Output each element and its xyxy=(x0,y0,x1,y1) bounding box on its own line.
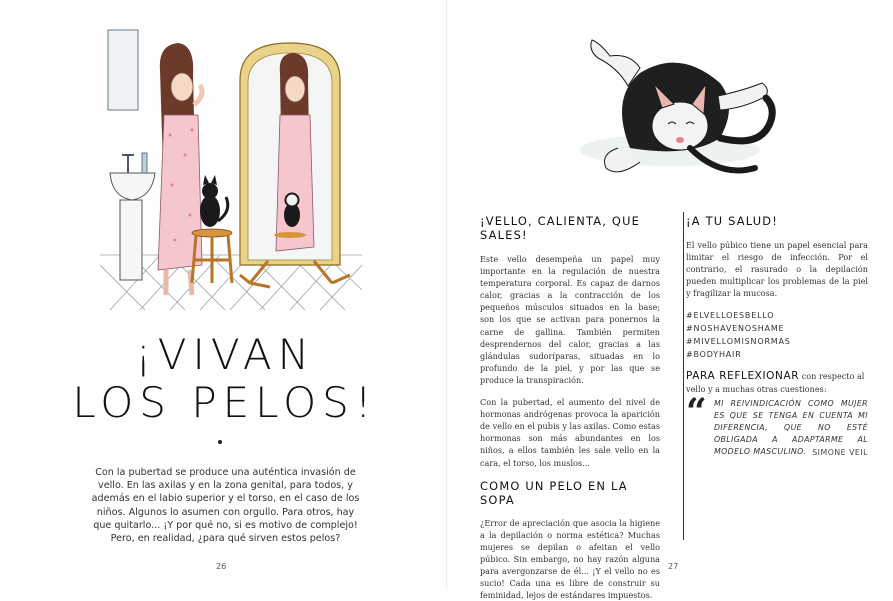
hashtag-list xyxy=(686,309,868,361)
hashtag: #BODYHAIR xyxy=(686,350,742,360)
title-divider-dot xyxy=(218,440,222,444)
column-divider xyxy=(683,212,684,540)
quote-mark-icon: “ xyxy=(686,391,707,433)
hashtag: #MIVELLOMISNORMAS xyxy=(686,337,791,347)
cat-grooming-illustration xyxy=(570,28,790,198)
quote-text: MI REIVINDICACIÓN COMO MUJER ES QUE SE TENGA EN CUENTA MI DIFERENCIA, QUE NO ESTÉ OBLIGADA A ADAPTARME AL MODELO MASCULINO. xyxy=(714,399,868,456)
reflection-label: PARA REFLEXIONAR xyxy=(686,370,800,383)
hashtag: #ELVELLOESBELLO xyxy=(686,311,775,321)
section-heading-salud: ¡A TU SALUD! xyxy=(686,214,778,228)
quote-author: SIMONE VEIL xyxy=(812,448,868,457)
section-vello-paragraph-1: Este vello desempeña un papel muy importante en la regulación de nuestra temperatura corporal. Es capaz de darnos calor, gracias a la contracción de los pequeños músculos situados en la base; son los que se activan para ponernos la carne de gallina. También permiten desprendernos del calor, gracias a las glándulas sudoríparas, situadas en lo profundo de la piel, y por las que se produce la transpiración. xyxy=(480,254,660,385)
book-gutter xyxy=(446,0,447,589)
intro-paragraph: Con la pubertad se produce una auténtica invasión de vello. En las axilas y en la zona genital, para todos, y además en el labio superior y el torso, en el caso de los niños. Algunos lo asumen con orgullo. Para otros, hay que quitarlo... ¡Y por qué no, si es motivo de complejo! Pero, en realidad, ¿para qué sirven estos pelos? xyxy=(91,467,360,545)
hashtag: #NOSHAVENOSHAME xyxy=(686,324,785,334)
page-number-right: 27 xyxy=(668,562,679,571)
section-salud-paragraph: El vello púbico tiene un papel esencial para limitar el riesgo de infección. Por el contrario, el rasurado o la depilación pueden multiplicar los problemas de la piel y fragilizar la mucosa. xyxy=(686,240,868,299)
column-left xyxy=(480,214,660,601)
page-title-line2: LOS PELOS! xyxy=(72,378,378,427)
column-right xyxy=(686,214,868,395)
section-sopa-paragraph: ¿Error de apreciación que asocia la higiene a la depilación o norma estética? Muchas mujeres se depilan o afeitan el vello púbico. Sin embargo, no hay razón alguna para avergonzarse de él... ¡Y el vello no es sucio! Cada una es libre de construir su feminidad, lejos de estándares impuestos. xyxy=(480,517,660,601)
section-vello-paragraph-2: Con la pubertad, el aumento del nivel de hormonas andrógenas provoca la aparición de vello en el pubis y las axilas. Como estas hormonas son más abundantes en los niños, a ellos también les sale vello en la cara, el torso, los muslos... xyxy=(480,397,660,468)
section-heading-sopa: COMO UN PELO EN LA SOPA xyxy=(480,478,628,507)
girl-mirror-illustration xyxy=(100,25,362,310)
reflection-prompt xyxy=(686,370,868,394)
reflection-text: con respecto al vello y a muchas otras cuestiones: xyxy=(686,371,865,394)
section-heading-vello: ¡VELLO, CALIENTA, QUE SALES! xyxy=(480,214,641,242)
page-number-left: 26 xyxy=(216,562,227,571)
page-title-line1: ¡VIVAN xyxy=(134,330,316,379)
